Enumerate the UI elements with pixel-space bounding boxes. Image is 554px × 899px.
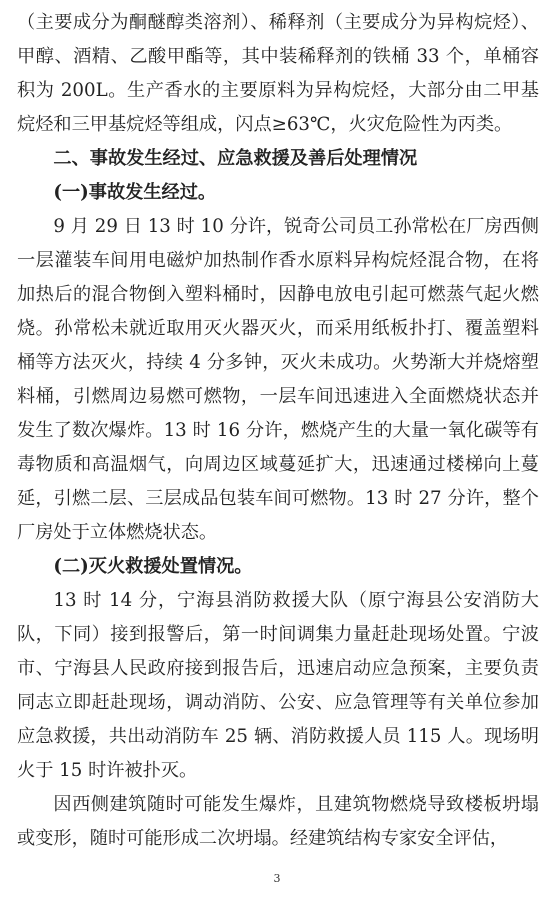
subsection-heading-accident-course: (一)事故发生经过。	[53, 182, 217, 203]
subsection-heading-rescue: (二)灭火救援处置情况。	[53, 556, 253, 577]
page-number: 3	[273, 872, 281, 885]
document-body	[17, 6, 539, 856]
paragraph-rescue: 13 时 14 分，宁海县消防救援大队（原宁海县公安消防大队，下同）接到报警后，第一时间调集力量赶赴现场处置。宁波市、宁海县人民政府接到报告后，迅速启动应急预案，主要负责同志立即赶赴现场，调动消防、公安、应急管理等有关单位参加应急救援，共出动消防车 25 辆、消防救援人员 115 人。现场明火于 15 时许被扑灭。	[17, 590, 539, 781]
paragraph-accident-course: 9 月 29 日 13 时 10 分许，锐奇公司员工孙常松在厂房西侧一层灌装车间用电磁炉加热制作香水原料异构烷烃混合物，在将加热后的混合物倒入塑料桶时，因静电放电引起可燃蒸气起火燃烧。孙常松未就近取用灭火器灭火，而采用纸板扑打、覆盖塑料桶等方法灭火，持续 4 分多钟，灭火未成功。火势渐大并烧熔塑料桶，引燃周边易燃可燃物，一层车间迅速进入全面燃烧状态并发生了数次爆炸。13 时 16 分许，燃烧产生的大量一氧化碳等有毒物质和高温烟气，向周边区域蔓延扩大，迅速通过楼梯向上蔓延，引燃二层、三层成品包装车间可燃物。13 时 27 分许，整个厂房处于立体燃烧状态。	[17, 216, 539, 543]
section-heading: 二、事故发生经过、应急救援及善后处理情况	[53, 148, 418, 169]
paragraph-materials: （主要成分为酮醚醇类溶剂）、稀释剂（主要成分为异构烷烃）、甲醇、酒精、乙酸甲酯等，其中装稀释剂的铁桶 33 个，单桶容积为 200L。生产香水的主要原料为异构烷烃，大部分由二甲基烷烃和三甲基烷烃等组成，闪点≥63℃，火灾危险性为丙类。	[17, 12, 539, 135]
paragraph-collapse-risk: 因西侧建筑随时可能发生爆炸，且建筑物燃烧导致楼板坍塌或变形，随时可能形成二次坍塌。经建筑结构专家安全评估，	[17, 794, 539, 849]
